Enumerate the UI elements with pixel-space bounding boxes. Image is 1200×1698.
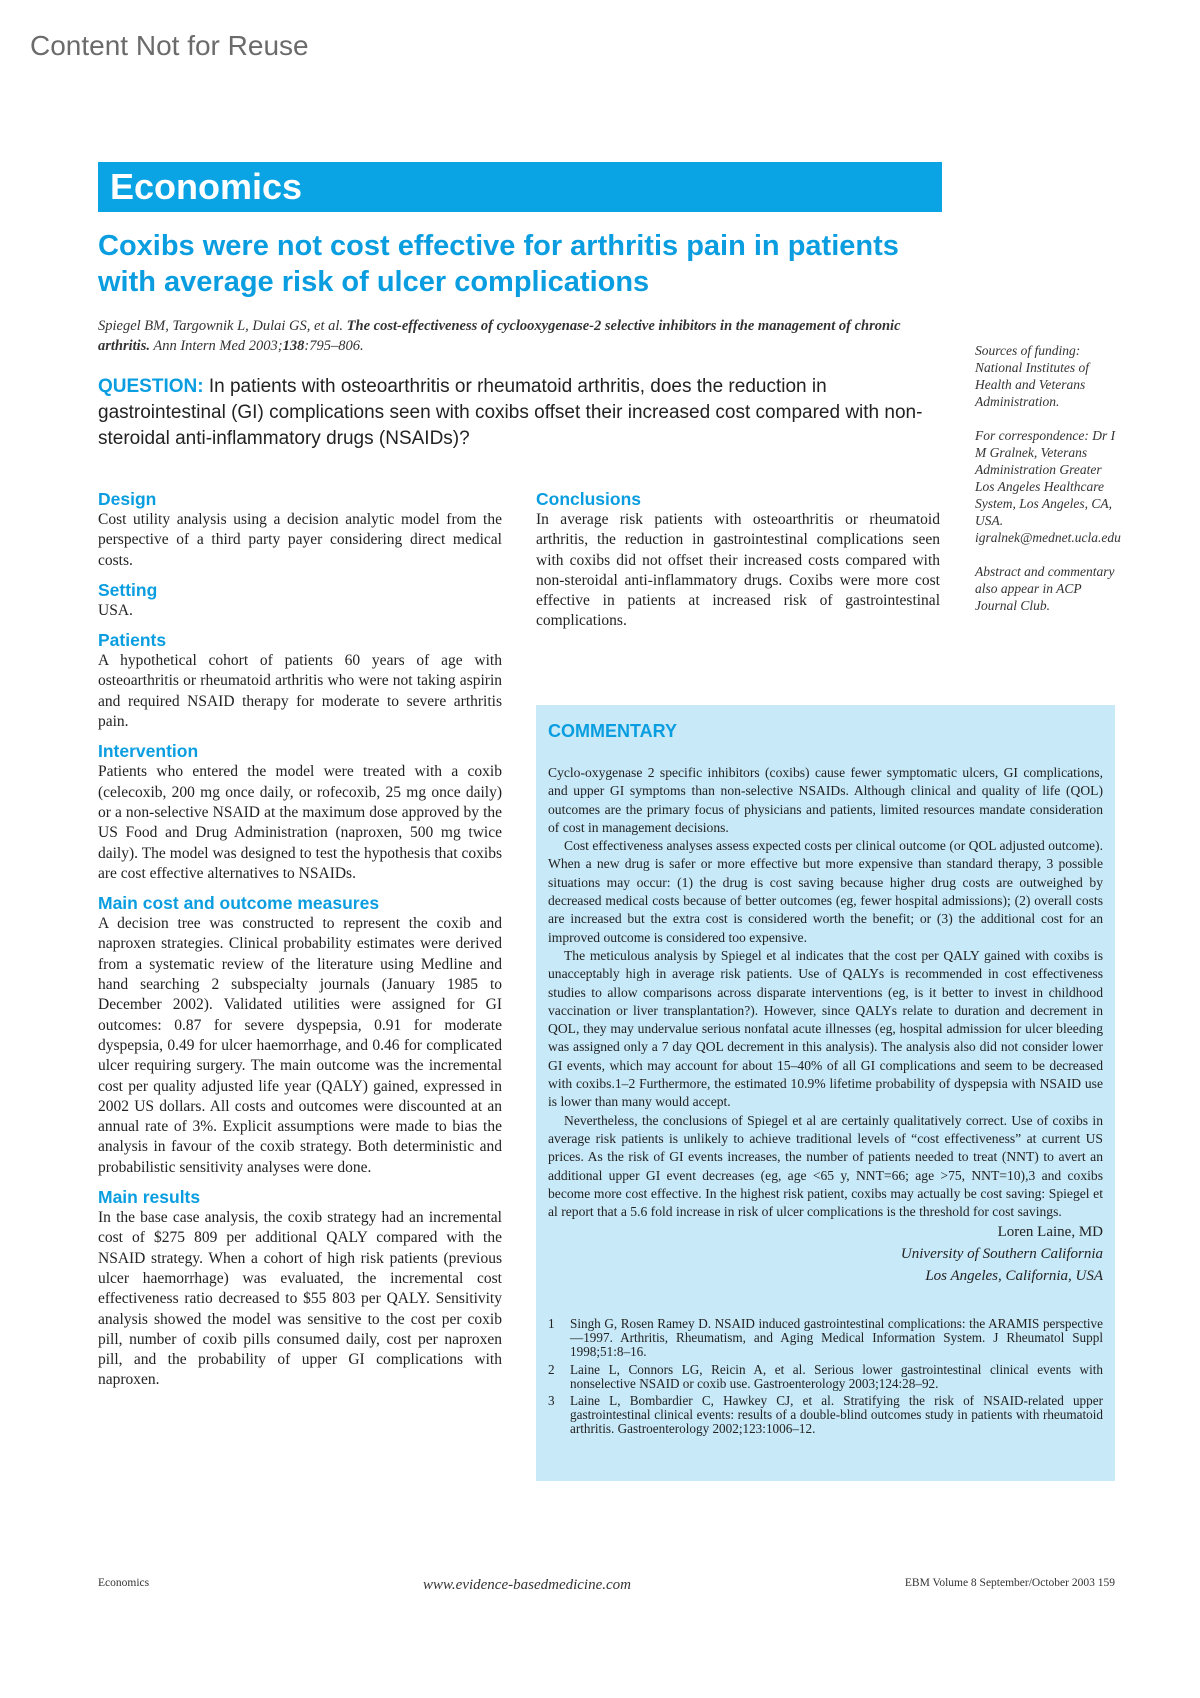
setting-heading: Setting [98,579,158,600]
reference-text: Laine L, Connors LG, Reicin A, et al. Serious lower gastrointestinal clinical events with nonselective NSAID or coxib use. Gastroenterology 2003;124:28–92. [570,1361,1103,1391]
commentary-paragraph: Nevertheless, the conclusions of Spiegel et al are certainly qualitatively correct. Use of coxibs in average risk patients is unlikely to achieve traditional levels of “cost effectiveness” at current US prices. As the risk of GI events increases, the number of patients needed to treat (NNT) to avert an additional upper GI event decreases (eg, age <65 y, NNT=66; age >75, NNT=10),3 and coxibs become more cost effective. In the highest risk patient, coxibs may actually be cost saving: Spiegel et al report that a 5.6 fold increase in risk of ulcer complications is the threshold for cost savings. [548,1112,1103,1220]
patients-text: A hypothetical cohort of patients 60 years of age with osteoarthritis or rheumatoid arthritis who were not taking aspirin and required NSAID therapy for moderate to severe arthritis pain. [98,652,502,731]
reference-item [548,1317,1103,1358]
abstract-left-column [98,488,502,1393]
citation-journal: Ann Intern Med 2003; [153,338,283,354]
commentary-box [536,705,1115,1481]
results-heading: Main results [98,1187,201,1208]
abstract-right-column [536,488,940,634]
acp-note: Abstract and commentary also appear in ACP Journal Club. [975,564,1115,613]
commentator-name: Loren Laine, MD [997,1224,1103,1241]
watermark: Content Not for Reuse [30,30,309,61]
commentator-location: Los Angeles, California, USA [925,1268,1103,1285]
reference-number: 3 [548,1393,555,1409]
sidebar-notes [975,342,1120,631]
citation-authors: Spiegel BM, Targownik L, Dulai GS, et al. [98,318,344,334]
reference-number: 2 [548,1361,555,1377]
commentary-heading: COMMENTARY [548,721,677,741]
conclusions-text: In average risk patients with osteoarthritis or rheumatoid arthritis, the reduction in gastrointestinal complications seen with coxibs did not offset their increased costs compared with non-steroidal anti-inflammatory drugs. Coxibs were more cost effective in patients at increased risk of gastrointestinal complications. [536,511,940,630]
funding-note: Sources of funding: National Institutes of Health and Veterans Administration. [975,343,1090,409]
measures-heading: Main cost and outcome measures [98,893,380,914]
citation-pages: :795–806. [304,338,364,354]
footer-section: Economics [98,1577,150,1589]
measures-text: A decision tree was constructed to represent the coxib and naproxen strategies. Clinical probability estimates were derived from a systematic review of the literature using Medline and hand searching 2 subspecialty journals (January 1985 to December 2002). Validated utilities were assigned for GI outcomes: 0.87 for severe dyspepsia, 0.91 for moderate dyspepsia, 0.49 for ulcer haemorrhage, and 0.46 for complicated ulcer requiring surgery. The main outcome was the incremental cost per quality adjusted life year (QALY) gained, expressed in 2002 US dollars. All costs and outcomes were discounted at an annual rate of 3%. Explicit assumptions were made to bias the analysis in favour of the coxib strategy. Both deterministic and probabilistic sensitivity analyses were done. [98,915,502,1176]
design-text: Cost utility analysis using a decision analytic model from the perspective of a third party payer considering direct medical costs. [98,511,502,569]
question [98,374,948,452]
commentator-affiliation: University of Southern California [900,1246,1103,1263]
references [548,1317,1103,1435]
commentary-paragraph: The meticulous analysis by Spiegel et al indicates that the cost per QALY gained with coxibs is unacceptably high in average risk patients. Use of QALYs is recommended in cost effectiveness studies to allow comparisons across disparate interventions (eg, is it better to invest in childhood vaccination or liver transplantation?). However, since QALYs relate to duration and decrement in QOL, they may undervalue serious nonfatal acute illnesses (eg, hospital admission for ulcer bleeding was assigned only a 7 day QOL decrement in this analysis). The analysis also did not consider lower GI events, which may account for about 15–40% of all GI complications and seem to be decreased with coxibs.1–2 Furthermore, the estimated 10.9% lifetime probability of dyspepsia with NSAID use is lower than many would accept. [548,947,1103,1110]
commentary-paragraph: Cyclo-oxygenase 2 specific inhibitors (coxibs) cause fewer symptomatic ulcers, GI complications, and upper GI symptoms than non-selective NSAIDs. Although clinical and quality of life (QOL) outcomes are the primary focus of physicians and patients, limited resources mandate consideration of cost in management decisions. [548,765,1103,835]
conclusions-heading: Conclusions [536,489,642,509]
citation-article: The cost-effectiveness of cyclooxygenase-2 selective inhibitors in the management of chronic arthritis. [98,318,901,354]
question-text: In patients with osteoarthritis or rheumatoid arthritis, does the reduction in gastrointestinal (GI) complications seen with coxibs offset their increased cost compared with non-steroidal anti-inflammatory drugs (NSAIDs)? [98,376,923,449]
reference-text: Laine L, Bombardier C, Hawkey CJ, et al. Stratifying the risk of NSAID-related upper gastrointestinal clinical events: results of a double-blind outcomes study in patients with rheumatoid arthritis. Gastroenterology 2002;123:1006–12. [570,1393,1103,1436]
commentary-paragraph: Cost effectiveness analyses assess expected costs per clinical outcome (or QOL adjusted outcome). When a new drug is safer or more effective but more expensive than standard therapy, 3 possible situations may occur: (1) the drug is cost saving because higher drug costs are outweighed by decreased medical costs because of better outcomes (eg, fewer hospital admissions); (2) overall costs are increased but the extra cost is considered worth the benefit; or (3) the additional cost for an improved outcome is considered too expensive. [548,838,1103,945]
intervention-heading: Intervention [98,741,199,762]
intervention-text: Patients who entered the model were treated with a coxib (celecoxib, 200 mg once daily, or rofecoxib, 25 mg once daily) or a non-selective NSAID at the maximum dose approved by the US Food and Drug Administration (naproxen, 500 mg twice daily). The model was designed to test the hypothesis that coxibs are cost effective alternatives to NSAIDs. [98,763,502,882]
section-banner: Economics [98,162,942,212]
setting-text: USA. [98,601,133,619]
results-text: In the base case analysis, the coxib strategy had an incremental cost of $275 809 per additional QALY compared with the NSAID strategy. When a cohort of high risk patients (previous ulcer haemorrhage) was evaluated, the incremental cost effectiveness ratio decreased to $55 803 per QALY. Sensitivity analysis showed the model was sensitive to the cost per coxib pill, number of coxib pills consumed daily, cost per naproxen pill, and the probability of upper GI complications with naproxen. [98,1209,502,1389]
design-heading: Design [98,489,157,509]
page-footer [98,1577,1115,1594]
correspondence-note: For correspondence: Dr I M Gralnek, Veterans Administration Greater Los Angeles Healthcare System, Los Angeles, CA, USA. igralnek@mednet.ucla.edu [975,428,1121,545]
reference-text: Singh G, Rosen Ramey D. NSAID induced gastrointestinal complications: the ARAMIS perspective—1997. Arthritis, Rheumatism, and Aging Medical Information System. J Rheumatol Suppl 1998;51:8–16. [570,1316,1103,1360]
article-title: Coxibs were not cost effective for arthritis pain in patients with average risk of ulcer complications [98,230,899,298]
citation-volume: 138 [282,338,305,354]
citation [98,316,938,356]
reference-item [548,1394,1103,1435]
reference-item [548,1363,1103,1391]
patients-heading: Patients [98,630,167,651]
footer-url[interactable]: www.evidence-basedmedicine.com [423,1577,631,1593]
question-label: QUESTION: [98,376,204,397]
footer-issue: EBM Volume 8 September/October 2003 159 [904,1577,1115,1589]
commentary-signature [548,1221,1103,1287]
reference-number: 1 [548,1316,555,1332]
